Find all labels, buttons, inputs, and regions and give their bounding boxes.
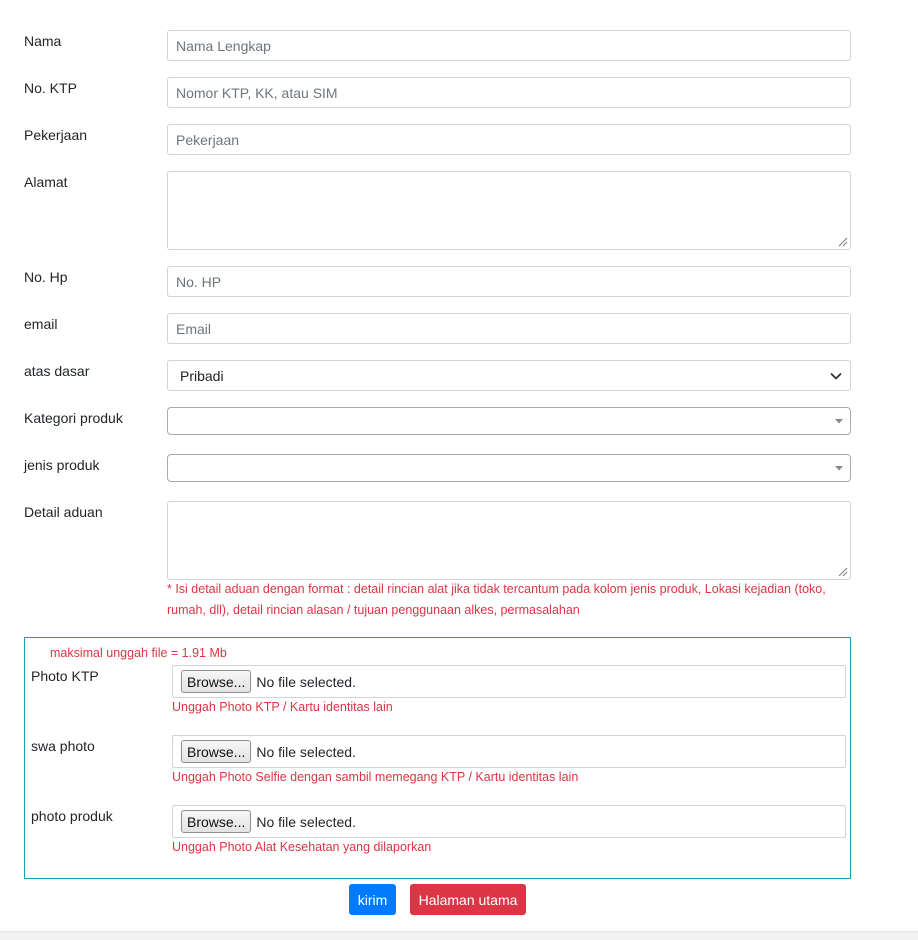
no-ktp-input[interactable] [167, 77, 851, 108]
label-no-hp: No. Hp [24, 269, 68, 285]
no-hp-placeholder: No. HP [176, 273, 222, 290]
resize-grip-icon[interactable] [836, 565, 848, 577]
label-atas-dasar: atas dasar [24, 363, 90, 379]
photo-ktp-hint: Unggah Photo KTP / Kartu identitas lain [172, 700, 393, 714]
browse-button[interactable]: Browse... [181, 670, 251, 693]
detail-aduan-hint: * Isi detail aduan dengan format : detail rincian alat jika tidak tercantum pada kolom jenis produk, Lokasi kejadian (toko, rumah, dll), detail rincian alasan / tujuan penggunaan alkes, permasalahan [167, 582, 826, 617]
atas-dasar-value: Pribadi [180, 367, 224, 384]
caret-down-icon [834, 418, 844, 424]
label-detail-aduan: Detail aduan [24, 504, 103, 520]
label-jenis-produk: jenis produk [24, 457, 100, 473]
label-nama: Nama [24, 33, 62, 49]
nama-input[interactable] [167, 30, 851, 61]
submit-button[interactable]: kirim [349, 884, 396, 915]
browse-button[interactable]: Browse... [181, 740, 251, 763]
caret-down-icon [834, 465, 844, 471]
label-photo-produk: photo produk [31, 808, 113, 824]
browse-button[interactable]: Browse... [181, 810, 251, 833]
label-email: email [24, 316, 58, 332]
atas-dasar-select[interactable] [167, 360, 851, 391]
file-status: No file selected. [256, 673, 356, 690]
label-swa-photo: swa photo [31, 738, 95, 754]
swa-photo-hint: Unggah Photo Selfie dengan sambil memegang KTP / Kartu identitas lain [172, 770, 579, 784]
nama-placeholder: Nama Lengkap [176, 37, 271, 54]
no-hp-input[interactable] [167, 266, 851, 297]
home-button[interactable]: Halaman utama [410, 884, 526, 915]
file-status: No file selected. [256, 743, 356, 760]
detail-aduan-textarea[interactable] [167, 501, 851, 580]
kategori-produk-select[interactable] [167, 407, 851, 435]
swa-photo-file-input[interactable] [172, 735, 846, 768]
email-placeholder: Email [176, 320, 212, 337]
email-input[interactable] [167, 313, 851, 344]
no-ktp-placeholder: Nomor KTP, KK, atau SIM [176, 84, 338, 101]
upload-section [24, 637, 851, 879]
label-photo-ktp: Photo KTP [31, 668, 99, 684]
max-upload-note: maksimal unggah file = 1.91 Mb [50, 646, 227, 660]
photo-ktp-file-input[interactable] [172, 665, 846, 698]
pekerjaan-input[interactable] [167, 124, 851, 155]
resize-grip-icon[interactable] [836, 235, 848, 247]
photo-produk-file-input[interactable] [172, 805, 846, 838]
file-status: No file selected. [256, 813, 356, 830]
chevron-down-icon [830, 372, 842, 380]
jenis-produk-select[interactable] [167, 454, 851, 482]
label-pekerjaan: Pekerjaan [24, 127, 88, 143]
photo-produk-hint: Unggah Photo Alat Kesehatan yang dilaporkan [172, 840, 432, 854]
label-no-ktp: No. KTP [24, 80, 77, 96]
alamat-textarea[interactable] [167, 171, 851, 250]
label-alamat: Alamat [24, 174, 68, 190]
label-kategori-produk: Kategori produk [24, 410, 123, 426]
pekerjaan-placeholder: Pekerjaan [176, 131, 240, 148]
